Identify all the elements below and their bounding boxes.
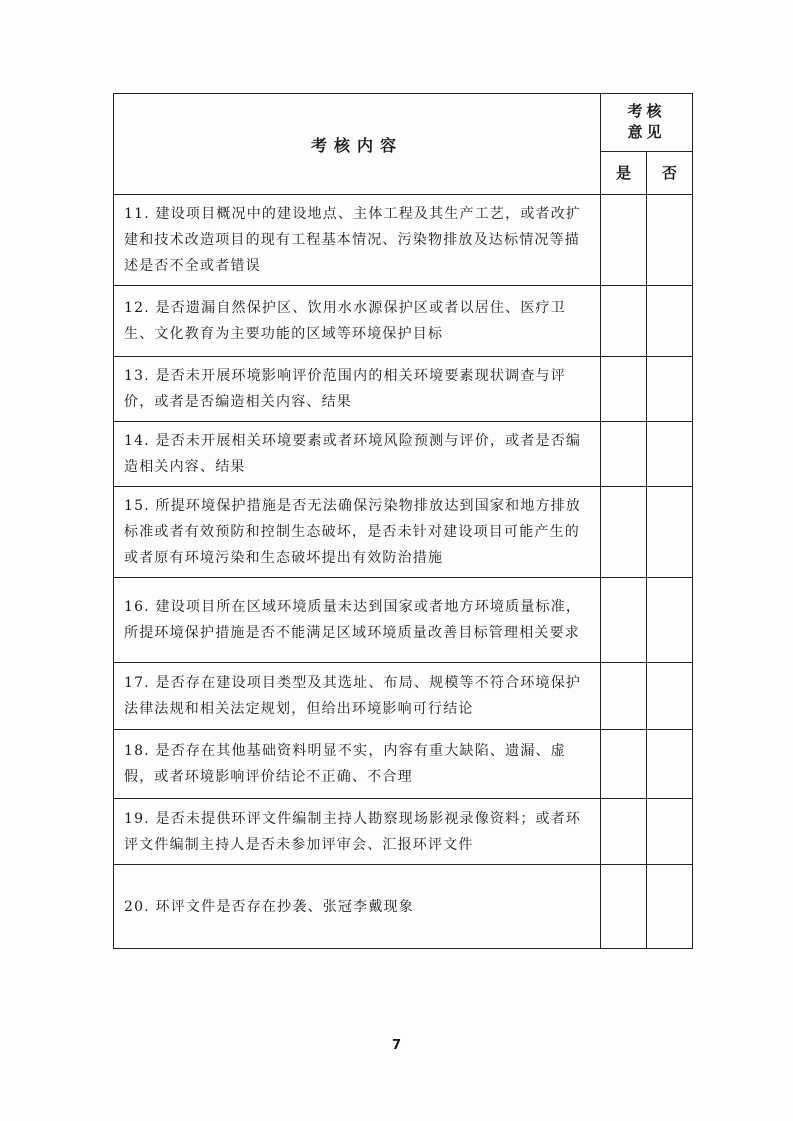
table-header-row <box>114 94 693 152</box>
item-13-no-cell[interactable] <box>647 357 693 422</box>
item-17-yes-cell[interactable] <box>601 663 647 730</box>
item-13-text: 13. 是否未开展环境影响评价范围内的相关环境要素现状调查与评价，或者是否编造相关内容、结果 <box>114 357 601 422</box>
item-18-text: 18. 是否存在其他基础资料明显不实，内容有重大缺陷、遗漏、虚假，或者环境影响评价结论不正确、不合理 <box>114 730 601 799</box>
item-18-no-cell[interactable] <box>647 730 693 799</box>
item-19-no-cell[interactable] <box>647 799 693 865</box>
table-row <box>114 799 693 865</box>
item-15-no-cell[interactable] <box>647 487 693 578</box>
item-12-no-cell[interactable] <box>647 286 693 357</box>
header-yes: 是 <box>601 151 647 194</box>
item-14-yes-cell[interactable] <box>601 422 647 487</box>
item-20-text: 20. 环评文件是否存在抄袭、张冠李戴现象 <box>114 865 601 949</box>
item-15-text: 15. 所提环境保护措施是否无法确保污染物排放达到国家和地方排放标准或者有效预防和控制生态破坏，是否未针对建设项目可能产生的或者原有环境污染和生态破坏提出有效防治措施 <box>114 487 601 578</box>
item-12-yes-cell[interactable] <box>601 286 647 357</box>
item-18-yes-cell[interactable] <box>601 730 647 799</box>
header-content: 考核内容 <box>114 94 601 195</box>
item-13-yes-cell[interactable] <box>601 357 647 422</box>
header-no: 否 <box>647 151 693 194</box>
item-19-text: 19. 是否未提供环评文件编制主持人勘察现场影视录像资料；或者环评文件编制主持人是否未参加评审会、汇报环评文件 <box>114 799 601 865</box>
item-14-text: 14. 是否未开展相关环境要素或者环境风险预测与评价，或者是否编造相关内容、结果 <box>114 422 601 487</box>
table-row <box>114 487 693 578</box>
item-11-no-cell[interactable] <box>647 195 693 286</box>
table-row <box>114 578 693 663</box>
item-17-text: 17. 是否存在建设项目类型及其选址、布局、规模等不符合环境保护法律法规和相关法定规划，但给出环境影响可行结论 <box>114 663 601 730</box>
item-17-no-cell[interactable] <box>647 663 693 730</box>
item-20-no-cell[interactable] <box>647 865 693 949</box>
item-11-yes-cell[interactable] <box>601 195 647 286</box>
table-row <box>114 195 693 286</box>
item-16-no-cell[interactable] <box>647 578 693 663</box>
item-15-yes-cell[interactable] <box>601 487 647 578</box>
table-row <box>114 357 693 422</box>
review-table <box>113 93 693 949</box>
table-row <box>114 730 693 799</box>
item-12-text: 12. 是否遗漏自然保护区、饮用水水源保护区或者以居住、医疗卫生、文化教育为主要功能的区域等环境保护目标 <box>114 286 601 357</box>
table-row <box>114 865 693 949</box>
table-row <box>114 286 693 357</box>
table-row <box>114 663 693 730</box>
item-19-yes-cell[interactable] <box>601 799 647 865</box>
item-20-yes-cell[interactable] <box>601 865 647 949</box>
header-opinion-line2: 意见 <box>627 123 666 142</box>
header-opinion <box>601 94 693 152</box>
page-number: 7 <box>391 1038 402 1053</box>
item-16-text: 16. 建设项目所在区域环境质量未达到国家或者地方环境质量标准，所提环境保护措施是否不能满足区域环境质量改善目标管理相关要求 <box>114 578 601 663</box>
item-14-no-cell[interactable] <box>647 422 693 487</box>
table-row <box>114 422 693 487</box>
header-opinion-line1: 考核 <box>627 102 666 121</box>
item-16-yes-cell[interactable] <box>601 578 647 663</box>
item-11-text: 11. 建设项目概况中的建设地点、主体工程及其生产工艺，或者改扩建和技术改造项目的现有工程基本情况、污染物排放及达标情况等描述是否不全或者错误 <box>114 195 601 286</box>
